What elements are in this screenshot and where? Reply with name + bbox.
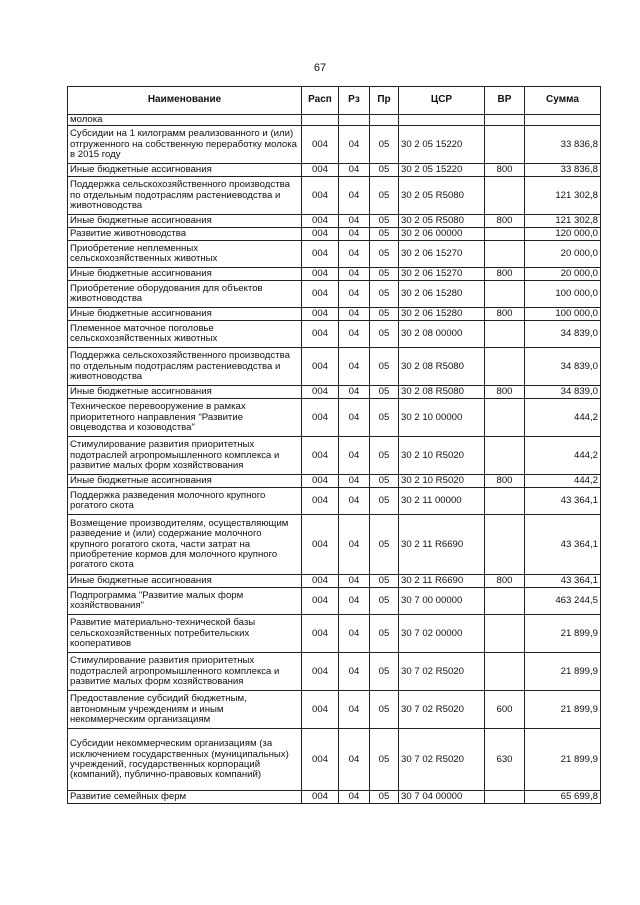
cell-name: Иные бюджетные ассигнования [68, 475, 302, 488]
cell-csr: 30 7 02 R5020 [399, 653, 485, 691]
header-rasp: Расп [302, 87, 339, 115]
table-row [68, 268, 601, 281]
cell-name: Приобретение оборудования для объектов животноводства [68, 281, 302, 308]
cell-rasp: 004 [302, 515, 339, 575]
cell-pr: 05 [370, 177, 399, 215]
cell-pr: 05 [370, 241, 399, 268]
cell-rasp: 004 [302, 281, 339, 308]
header-sum: Сумма [525, 87, 601, 115]
cell-rasp: 004 [302, 386, 339, 399]
cell-vr [485, 488, 525, 515]
table-body [68, 115, 601, 804]
cell-pr: 05 [370, 488, 399, 515]
cell-vr: 600 [485, 691, 525, 729]
cell-csr: 30 7 00 00000 [399, 588, 485, 615]
cell-csr: 30 7 02 00000 [399, 615, 485, 653]
cell-name: Субсидии на 1 килограмм реализованного и (или) отгруженного на собственную переработку молока в 2015 году [68, 126, 302, 164]
table-row [68, 228, 601, 241]
cell-vr: 800 [485, 475, 525, 488]
cell-pr: 05 [370, 588, 399, 615]
cell-sum: 120 000,0 [525, 228, 601, 241]
table-header-row [68, 87, 601, 115]
cell-pr: 05 [370, 437, 399, 475]
cell-rasp: 004 [302, 791, 339, 804]
cell-csr: 30 2 08 R5080 [399, 386, 485, 399]
cell-name: Развитие животноводства [68, 228, 302, 241]
table-row [68, 164, 601, 177]
page-number: 67 [313, 62, 327, 74]
cell-rasp: 004 [302, 575, 339, 588]
cell-csr: 30 2 10 00000 [399, 399, 485, 437]
cell-csr: 30 2 10 R5020 [399, 437, 485, 475]
cell-rz: 04 [339, 268, 370, 281]
budget-table [67, 86, 601, 804]
header-vr: ВР [485, 87, 525, 115]
cell-rz: 04 [339, 281, 370, 308]
cell-rz: 04 [339, 348, 370, 386]
cell-pr: 05 [370, 515, 399, 575]
cell-rz: 04 [339, 308, 370, 321]
cell-name: Поддержка сельскохозяйственного производства по отдельным подотраслям растениеводства и животноводства [68, 177, 302, 215]
cell-rasp: 004 [302, 241, 339, 268]
cell-pr: 05 [370, 308, 399, 321]
cell-csr: 30 7 04 00000 [399, 791, 485, 804]
table-row [68, 588, 601, 615]
cell-name: Иные бюджетные ассигнования [68, 164, 302, 177]
cell-name: Стимулирование развития приоритетных подотраслей агропромышленного комплекса и развитие малых форм хозяйствования [68, 653, 302, 691]
cell-pr: 05 [370, 575, 399, 588]
cell-csr: 30 2 11 R6690 [399, 575, 485, 588]
table-row [68, 691, 601, 729]
cell-rasp: 004 [302, 164, 339, 177]
cell-vr [485, 177, 525, 215]
cell-rz: 04 [339, 126, 370, 164]
cell-sum: 121 302,8 [525, 177, 601, 215]
table-row [68, 115, 601, 126]
table-row [68, 515, 601, 575]
table-row [68, 215, 601, 228]
cell-rz: 04 [339, 164, 370, 177]
cell-sum: 444,2 [525, 437, 601, 475]
cell-rasp: 004 [302, 177, 339, 215]
table-row [68, 575, 601, 588]
cell-sum: 43 364,1 [525, 515, 601, 575]
cell-csr: 30 2 06 15280 [399, 308, 485, 321]
cell-rz: 04 [339, 177, 370, 215]
table-row [68, 308, 601, 321]
cell-sum: 463 244,5 [525, 588, 601, 615]
cell-rz: 04 [339, 437, 370, 475]
cell-rz: 04 [339, 729, 370, 791]
cell-sum: 33 836,8 [525, 126, 601, 164]
cell-sum: 34 839,0 [525, 321, 601, 348]
cell-pr: 05 [370, 729, 399, 791]
cell-sum: 121 302,8 [525, 215, 601, 228]
cell-pr: 05 [370, 386, 399, 399]
cell-sum: 43 364,1 [525, 575, 601, 588]
cell-name: Иные бюджетные ассигнования [68, 215, 302, 228]
cell-rasp: 004 [302, 475, 339, 488]
table-row [68, 488, 601, 515]
cell-name: Иные бюджетные ассигнования [68, 575, 302, 588]
cell-csr: 30 7 02 R5020 [399, 729, 485, 791]
cell-pr: 05 [370, 215, 399, 228]
cell-vr: 800 [485, 215, 525, 228]
cell-pr: 05 [370, 691, 399, 729]
cell-rz: 04 [339, 588, 370, 615]
cell-sum [525, 115, 601, 126]
cell-name: Иные бюджетные ассигнования [68, 268, 302, 281]
cell-name: Развитие семейных ферм [68, 791, 302, 804]
cell-pr: 05 [370, 321, 399, 348]
cell-rasp: 004 [302, 437, 339, 475]
cell-name: Техническое перевооружение в рамках приоритетного направления "Развитие овцеводства и козоводства" [68, 399, 302, 437]
cell-sum: 33 836,8 [525, 164, 601, 177]
cell-name: Приобретение неплеменных сельскохозяйственных животных [68, 241, 302, 268]
cell-name: Поддержка разведения молочного крупного рогатого скота [68, 488, 302, 515]
table-row [68, 126, 601, 164]
cell-rasp: 004 [302, 729, 339, 791]
cell-vr [485, 281, 525, 308]
cell-csr: 30 2 10 R5020 [399, 475, 485, 488]
cell-csr: 30 2 08 00000 [399, 321, 485, 348]
table-row [68, 241, 601, 268]
cell-vr [485, 321, 525, 348]
cell-sum: 444,2 [525, 399, 601, 437]
cell-rz: 04 [339, 515, 370, 575]
cell-csr: 30 2 06 15270 [399, 268, 485, 281]
cell-rz: 04 [339, 215, 370, 228]
cell-sum: 21 899,9 [525, 615, 601, 653]
cell-pr: 05 [370, 348, 399, 386]
cell-rasp: 004 [302, 126, 339, 164]
cell-pr: 05 [370, 126, 399, 164]
cell-csr: 30 2 06 15280 [399, 281, 485, 308]
cell-name: Возмещение производителям, осуществляющим разведение и (или) содержание молочного крупного рогатого скота, части затрат на приобретение кормов для молочного крупного рогатого скота [68, 515, 302, 575]
header-rz: Рз [339, 87, 370, 115]
cell-name: Подпрограмма "Развитие малых форм хозяйствования" [68, 588, 302, 615]
cell-sum: 21 899,9 [525, 691, 601, 729]
cell-name: Племенное маточное поголовье сельскохозяйственных животных [68, 321, 302, 348]
cell-pr: 05 [370, 228, 399, 241]
cell-pr: 05 [370, 268, 399, 281]
cell-rz: 04 [339, 791, 370, 804]
cell-sum: 21 899,9 [525, 653, 601, 691]
cell-pr: 05 [370, 653, 399, 691]
cell-rasp: 004 [302, 228, 339, 241]
cell-rasp [302, 115, 339, 126]
cell-vr [485, 348, 525, 386]
cell-rasp: 004 [302, 488, 339, 515]
cell-sum: 100 000,0 [525, 281, 601, 308]
cell-vr [485, 228, 525, 241]
cell-name: Предоставление субсидий бюджетным, автономным учреждениям и иным некоммерческим организациям [68, 691, 302, 729]
cell-sum: 20 000,0 [525, 241, 601, 268]
cell-csr: 30 2 11 R6690 [399, 515, 485, 575]
cell-name: молока [68, 115, 302, 126]
cell-pr: 05 [370, 475, 399, 488]
cell-vr: 800 [485, 386, 525, 399]
cell-rasp: 004 [302, 268, 339, 281]
cell-vr [485, 126, 525, 164]
cell-rasp: 004 [302, 308, 339, 321]
cell-rz: 04 [339, 615, 370, 653]
cell-name: Развитие материально-технической базы сельскохозяйственных потребительских кооперативов [68, 615, 302, 653]
cell-sum: 34 839,0 [525, 348, 601, 386]
cell-vr [485, 515, 525, 575]
cell-csr: 30 2 08 R5080 [399, 348, 485, 386]
cell-csr: 30 2 06 15270 [399, 241, 485, 268]
cell-sum: 21 899,9 [525, 729, 601, 791]
table-row [68, 729, 601, 791]
table-row [68, 475, 601, 488]
cell-pr: 05 [370, 791, 399, 804]
cell-csr: 30 2 06 00000 [399, 228, 485, 241]
cell-sum: 100 000,0 [525, 308, 601, 321]
cell-rasp: 004 [302, 691, 339, 729]
cell-pr: 05 [370, 281, 399, 308]
cell-csr: 30 2 05 R5080 [399, 215, 485, 228]
cell-rasp: 004 [302, 615, 339, 653]
cell-name: Иные бюджетные ассигнования [68, 386, 302, 399]
cell-vr [485, 791, 525, 804]
cell-rz: 04 [339, 241, 370, 268]
cell-vr [485, 588, 525, 615]
table-row [68, 386, 601, 399]
cell-vr [485, 653, 525, 691]
cell-rasp: 004 [302, 348, 339, 386]
cell-rasp: 004 [302, 588, 339, 615]
cell-rz: 04 [339, 228, 370, 241]
cell-name: Иные бюджетные ассигнования [68, 308, 302, 321]
cell-csr: 30 2 05 15220 [399, 164, 485, 177]
cell-rz: 04 [339, 691, 370, 729]
cell-sum: 20 000,0 [525, 268, 601, 281]
cell-pr: 05 [370, 615, 399, 653]
cell-vr: 800 [485, 575, 525, 588]
cell-name: Стимулирование развития приоритетных подотраслей агропромышленного комплекса и развитие малых форм хозяйствования [68, 437, 302, 475]
table-row [68, 437, 601, 475]
cell-csr [399, 115, 485, 126]
table-row [68, 399, 601, 437]
cell-rz: 04 [339, 653, 370, 691]
cell-sum: 34 839,0 [525, 386, 601, 399]
table-row [68, 791, 601, 804]
table-row [68, 615, 601, 653]
cell-vr: 800 [485, 268, 525, 281]
header-name: Наименование [68, 87, 302, 115]
cell-vr: 800 [485, 308, 525, 321]
cell-rz: 04 [339, 399, 370, 437]
cell-vr [485, 399, 525, 437]
cell-sum: 65 699,8 [525, 791, 601, 804]
cell-rz: 04 [339, 321, 370, 348]
cell-csr: 30 2 11 00000 [399, 488, 485, 515]
cell-pr: 05 [370, 164, 399, 177]
table-row [68, 653, 601, 691]
cell-rz: 04 [339, 488, 370, 515]
cell-rz: 04 [339, 386, 370, 399]
header-pr: Пр [370, 87, 399, 115]
cell-name: Поддержка сельскохозяйственного производства по отдельным подотраслям растениеводства и животноводства [68, 348, 302, 386]
cell-vr: 800 [485, 164, 525, 177]
cell-csr: 30 7 02 R5020 [399, 691, 485, 729]
cell-csr: 30 2 05 15220 [399, 126, 485, 164]
cell-vr: 630 [485, 729, 525, 791]
cell-rz [339, 115, 370, 126]
cell-name: Субсидии некоммерческим организациям (за исключением государственных (муниципальных) учреждений, государственных корпораций (компаний), публично-правовых компаний) [68, 729, 302, 791]
header-csr: ЦСР [399, 87, 485, 115]
cell-rasp: 004 [302, 399, 339, 437]
cell-rz: 04 [339, 575, 370, 588]
cell-rasp: 004 [302, 653, 339, 691]
cell-vr [485, 115, 525, 126]
table-row [68, 348, 601, 386]
cell-vr [485, 437, 525, 475]
cell-rasp: 004 [302, 321, 339, 348]
table-row [68, 177, 601, 215]
cell-sum: 43 364,1 [525, 488, 601, 515]
cell-pr [370, 115, 399, 126]
cell-vr [485, 615, 525, 653]
cell-rz: 04 [339, 475, 370, 488]
table-row [68, 281, 601, 308]
cell-csr: 30 2 05 R5080 [399, 177, 485, 215]
cell-vr [485, 241, 525, 268]
table-row [68, 321, 601, 348]
cell-sum: 444,2 [525, 475, 601, 488]
cell-pr: 05 [370, 399, 399, 437]
cell-rasp: 004 [302, 215, 339, 228]
